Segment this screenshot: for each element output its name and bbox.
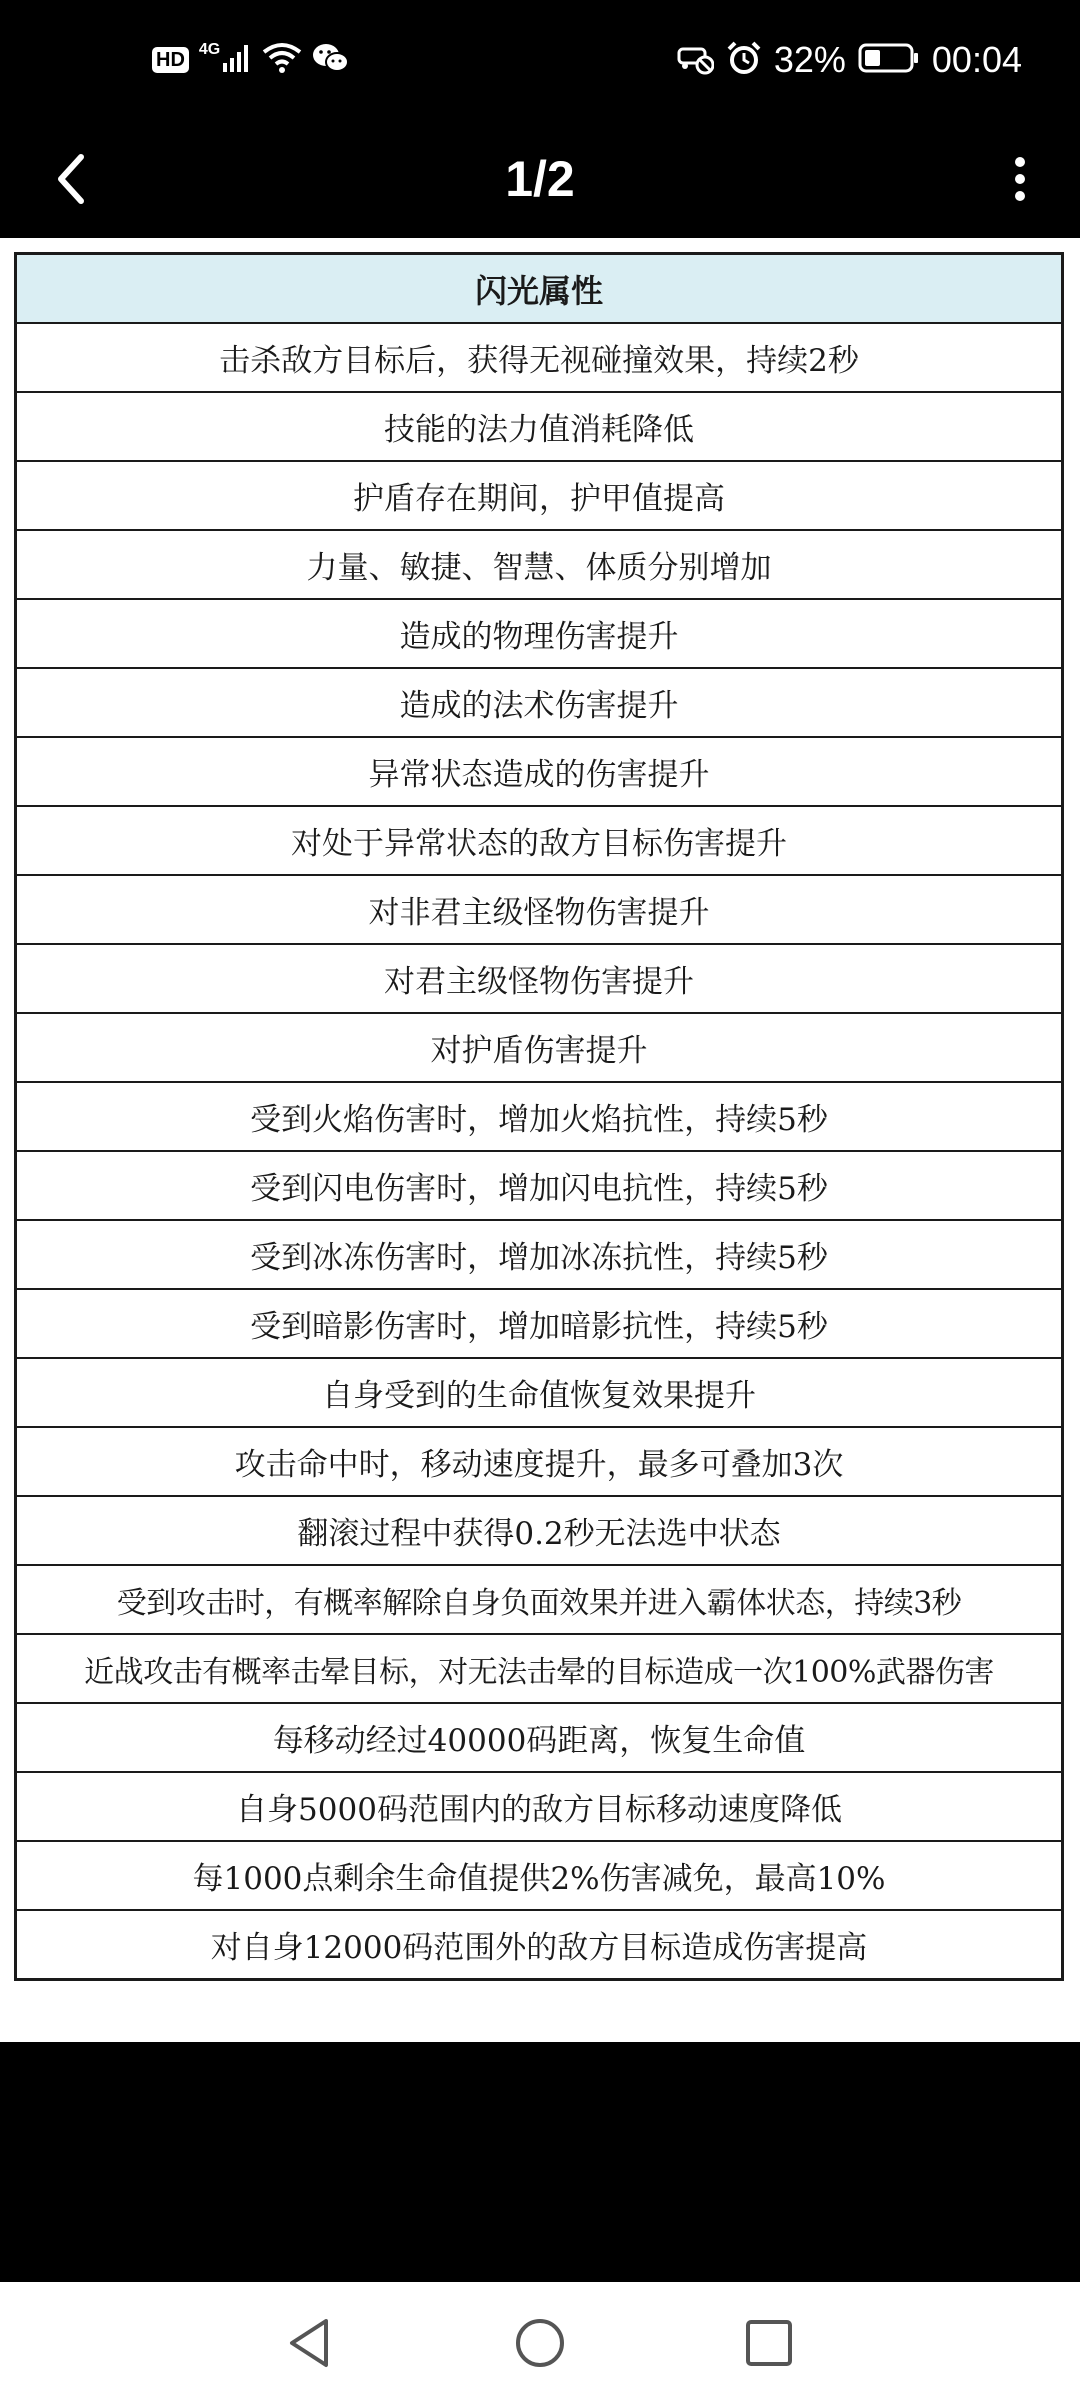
nav-home-button[interactable]	[505, 2308, 575, 2378]
table-row	[16, 1220, 1063, 1289]
table-cell: 护盾存在期间，护甲值提高	[16, 461, 1063, 530]
table-cell: 力量、敏捷、智慧、体质分别增加	[16, 530, 1063, 599]
table-row	[16, 1289, 1063, 1358]
nav-recents-icon	[744, 2318, 794, 2368]
more-vertical-icon	[1012, 154, 1028, 204]
table-row	[16, 1013, 1063, 1082]
table-cell: 击杀敌方目标后，获得无视碰撞效果，持续2秒	[16, 323, 1063, 392]
table-cell: 对处于异常状态的敌方目标伤害提升	[16, 806, 1063, 875]
table-cell: 攻击命中时，移动速度提升，最多可叠加3次	[16, 1427, 1063, 1496]
table-row	[16, 668, 1063, 737]
nav-home-icon	[513, 2316, 567, 2370]
table-row	[16, 1703, 1063, 1772]
table-cell: 对非君主级怪物伤害提升	[16, 875, 1063, 944]
nav-recents-button[interactable]	[734, 2308, 804, 2378]
table-cell: 受到攻击时，有概率解除自身负面效果并进入霸体状态，持续3秒	[16, 1565, 1063, 1634]
table-cell: 翻滚过程中获得0.2秒无法选中状态	[16, 1496, 1063, 1565]
table-row	[16, 599, 1063, 668]
no-car-icon	[676, 41, 714, 79]
table-row	[16, 323, 1063, 392]
table-cell: 对君主级怪物伤害提升	[16, 944, 1063, 1013]
hd-badge: HD	[152, 47, 189, 73]
table-cell: 每1000点剩余生命值提供2%伤害减免，最高10%	[16, 1841, 1063, 1910]
table-cell: 对护盾伤害提升	[16, 1013, 1063, 1082]
table-cell: 自身5000码范围内的敌方目标移动速度降低	[16, 1772, 1063, 1841]
table-row	[16, 530, 1063, 599]
battery-percent: 32%	[773, 39, 846, 80]
table-row	[16, 944, 1063, 1013]
title-bar	[0, 120, 1080, 238]
navigation-bar	[0, 2282, 1080, 2400]
clock: 00:04	[931, 39, 1022, 80]
table-cell: 受到冰冻伤害时，增加冰冻抗性，持续5秒	[16, 1220, 1063, 1289]
signal-icon	[222, 43, 252, 77]
table-row	[16, 392, 1063, 461]
battery-icon	[858, 42, 920, 78]
table-row	[16, 1565, 1063, 1634]
network-type: 4G	[198, 41, 221, 58]
nav-back-button[interactable]	[274, 2308, 344, 2378]
nav-back-icon	[284, 2316, 334, 2370]
table-row	[16, 737, 1063, 806]
table-row	[16, 1151, 1063, 1220]
table-row	[16, 1634, 1063, 1703]
attribute-table	[14, 252, 1064, 1981]
table-cell: 每移动经过40000码距离，恢复生命值	[16, 1703, 1063, 1772]
status-right	[676, 38, 1022, 82]
table-row	[16, 1772, 1063, 1841]
status-bar	[0, 0, 1080, 120]
table-cell: 受到闪电伤害时，增加闪电抗性，持续5秒	[16, 1151, 1063, 1220]
table-row	[16, 1358, 1063, 1427]
table-cell: 技能的法力值消耗降低	[16, 392, 1063, 461]
status-left	[152, 38, 350, 82]
table-header: 闪光属性	[16, 254, 1063, 324]
page-counter: 1/2	[505, 151, 575, 207]
table-row	[16, 875, 1063, 944]
image-content[interactable]	[0, 238, 1080, 2042]
table-row	[16, 1427, 1063, 1496]
table-cell: 造成的物理伤害提升	[16, 599, 1063, 668]
table-cell: 受到火焰伤害时，增加火焰抗性，持续5秒	[16, 1082, 1063, 1151]
table-cell: 自身受到的生命值恢复效果提升	[16, 1358, 1063, 1427]
table-row	[16, 1910, 1063, 1980]
table-row	[16, 1082, 1063, 1151]
more-options-button[interactable]	[990, 144, 1050, 214]
table-cell: 造成的法术伤害提升	[16, 668, 1063, 737]
table-cell: 近战攻击有概率击晕目标，对无法击晕的目标造成一次100%武器伤害	[16, 1634, 1063, 1703]
wechat-icon	[312, 42, 350, 78]
table-row	[16, 1841, 1063, 1910]
table-cell: 对自身12000码范围外的敌方目标造成伤害提高	[16, 1910, 1063, 1980]
table-cell: 受到暗影伤害时，增加暗影抗性，持续5秒	[16, 1289, 1063, 1358]
wifi-icon	[262, 42, 302, 78]
alarm-icon	[726, 40, 762, 80]
table-row	[16, 461, 1063, 530]
table-row	[16, 1496, 1063, 1565]
table-cell: 异常状态造成的伤害提升	[16, 737, 1063, 806]
viewer-background[interactable]	[0, 2042, 1080, 2282]
table-row	[16, 806, 1063, 875]
